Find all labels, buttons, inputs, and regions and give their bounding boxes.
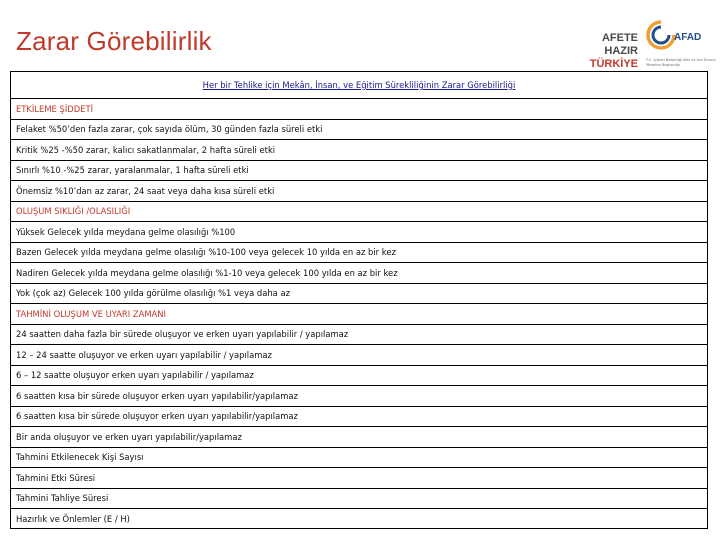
table-row	[11, 120, 707, 141]
section-heading-text: OLUŞUM SIKLIĞI /OLASILIĞI	[16, 206, 131, 217]
table-header-text: Her bir Tehlike için Mekân, İnsan, ve Eğitim Sürekliliğinin Zarar Görebilirliği	[202, 80, 516, 90]
table-row	[11, 345, 707, 366]
vulnerability-table	[10, 71, 708, 529]
row-text: Tahmini Etkilenecek Kişi Sayısı	[16, 452, 144, 463]
row-text: Sınırlı %10 -%25 zarar, yaralanmalar, 1 hafta süreli etki	[16, 165, 249, 176]
row-text: 6 – 12 saatte oluşuyor erken uyarı yapılabilir / yapılamaz	[16, 370, 254, 381]
row-text: Bazen Gelecek yılda meydana gelme olasılığı %10-100 veya gelecek 10 yılda en az bir kez	[16, 247, 396, 258]
afete-logo-line2: TÜRKİYE	[589, 58, 638, 70]
table-row	[11, 222, 707, 243]
row-text: Yüksek Gelecek yılda meydana gelme olasılığı %100	[16, 226, 236, 237]
afete-logo-line1: AFETE HAZIR	[601, 32, 638, 57]
section-heading-row	[11, 304, 707, 325]
table-row	[11, 468, 707, 489]
table-row	[11, 366, 707, 387]
table-row	[11, 448, 707, 469]
row-text: Tahmini Etki Süresi	[16, 472, 96, 483]
table-row	[11, 386, 707, 407]
row-text: 24 saatten daha fazla bir sürede oluşuyor ve erken uyarı yapılabilir / yapılamaz	[16, 329, 349, 340]
afad-logo-text: AFAD	[674, 32, 702, 43]
section-heading-row	[11, 99, 707, 120]
table-row	[11, 181, 707, 202]
table-row	[11, 407, 707, 428]
table-row	[11, 284, 707, 305]
afete-hazir-logo	[566, 32, 638, 71]
row-text: 6 saatten kısa bir sürede oluşuyor erken uyarı yapılabilir/yapılamaz	[16, 390, 298, 401]
afad-emblem-icon	[646, 20, 676, 50]
table-row	[11, 489, 707, 510]
table-row	[11, 427, 707, 448]
row-text: Tahmini Tahliye Süresi	[16, 493, 109, 504]
table-row	[11, 509, 707, 530]
row-text: Felaket %50’den fazla zarar, çok sayıda ölüm, 30 günden fazla süreli etki	[16, 124, 323, 135]
table-row	[11, 161, 707, 182]
row-text: Hazırlık ve Önlemler (E / H)	[16, 514, 130, 525]
section-heading-row	[11, 202, 707, 223]
table-header-row	[11, 72, 707, 99]
page-title: Zarar Görebilirlik	[16, 26, 212, 56]
table-row	[11, 243, 707, 264]
row-text: Nadiren Gelecek yılda meydana gelme olasılığı %1-10 veya gelecek 100 yılda en az bir kez	[16, 267, 398, 278]
row-text: 12 – 24 saatte oluşuyor ve erken uyarı yapılabilir / yapılamaz	[16, 349, 272, 360]
table-row	[11, 263, 707, 284]
row-text: Önemsiz %10’dan az zarar, 24 saat veya daha kısa süreli etki	[16, 185, 275, 196]
section-heading-text: ETKİLEME ŞİDDETİ	[16, 103, 94, 114]
row-text: Kritik %25 -%50 zarar, kalıcı sakatlanmalar, 2 hafta süreli etki	[16, 144, 276, 155]
row-text: 6 saatten kısa bir sürede oluşuyor erken uyarı yapılabilir/yapılamaz	[16, 411, 298, 422]
row-text: Yok (çok az) Gelecek 100 yılda görülme olasılığı %1 veya daha az	[16, 288, 290, 299]
table-row	[11, 325, 707, 346]
table-row	[11, 140, 707, 161]
afad-logo-subtext: T.C. İçişleri Bakanlığı Afet ve Acil Durum Yönetimi Başkanlığı	[646, 58, 716, 67]
section-heading-text: TAHMİNİ OLUŞUM VE UYARI ZAMANI	[16, 308, 167, 319]
row-text: Bir anda oluşuyor ve erken uyarı yapılabilir/yapılamaz	[16, 431, 242, 442]
